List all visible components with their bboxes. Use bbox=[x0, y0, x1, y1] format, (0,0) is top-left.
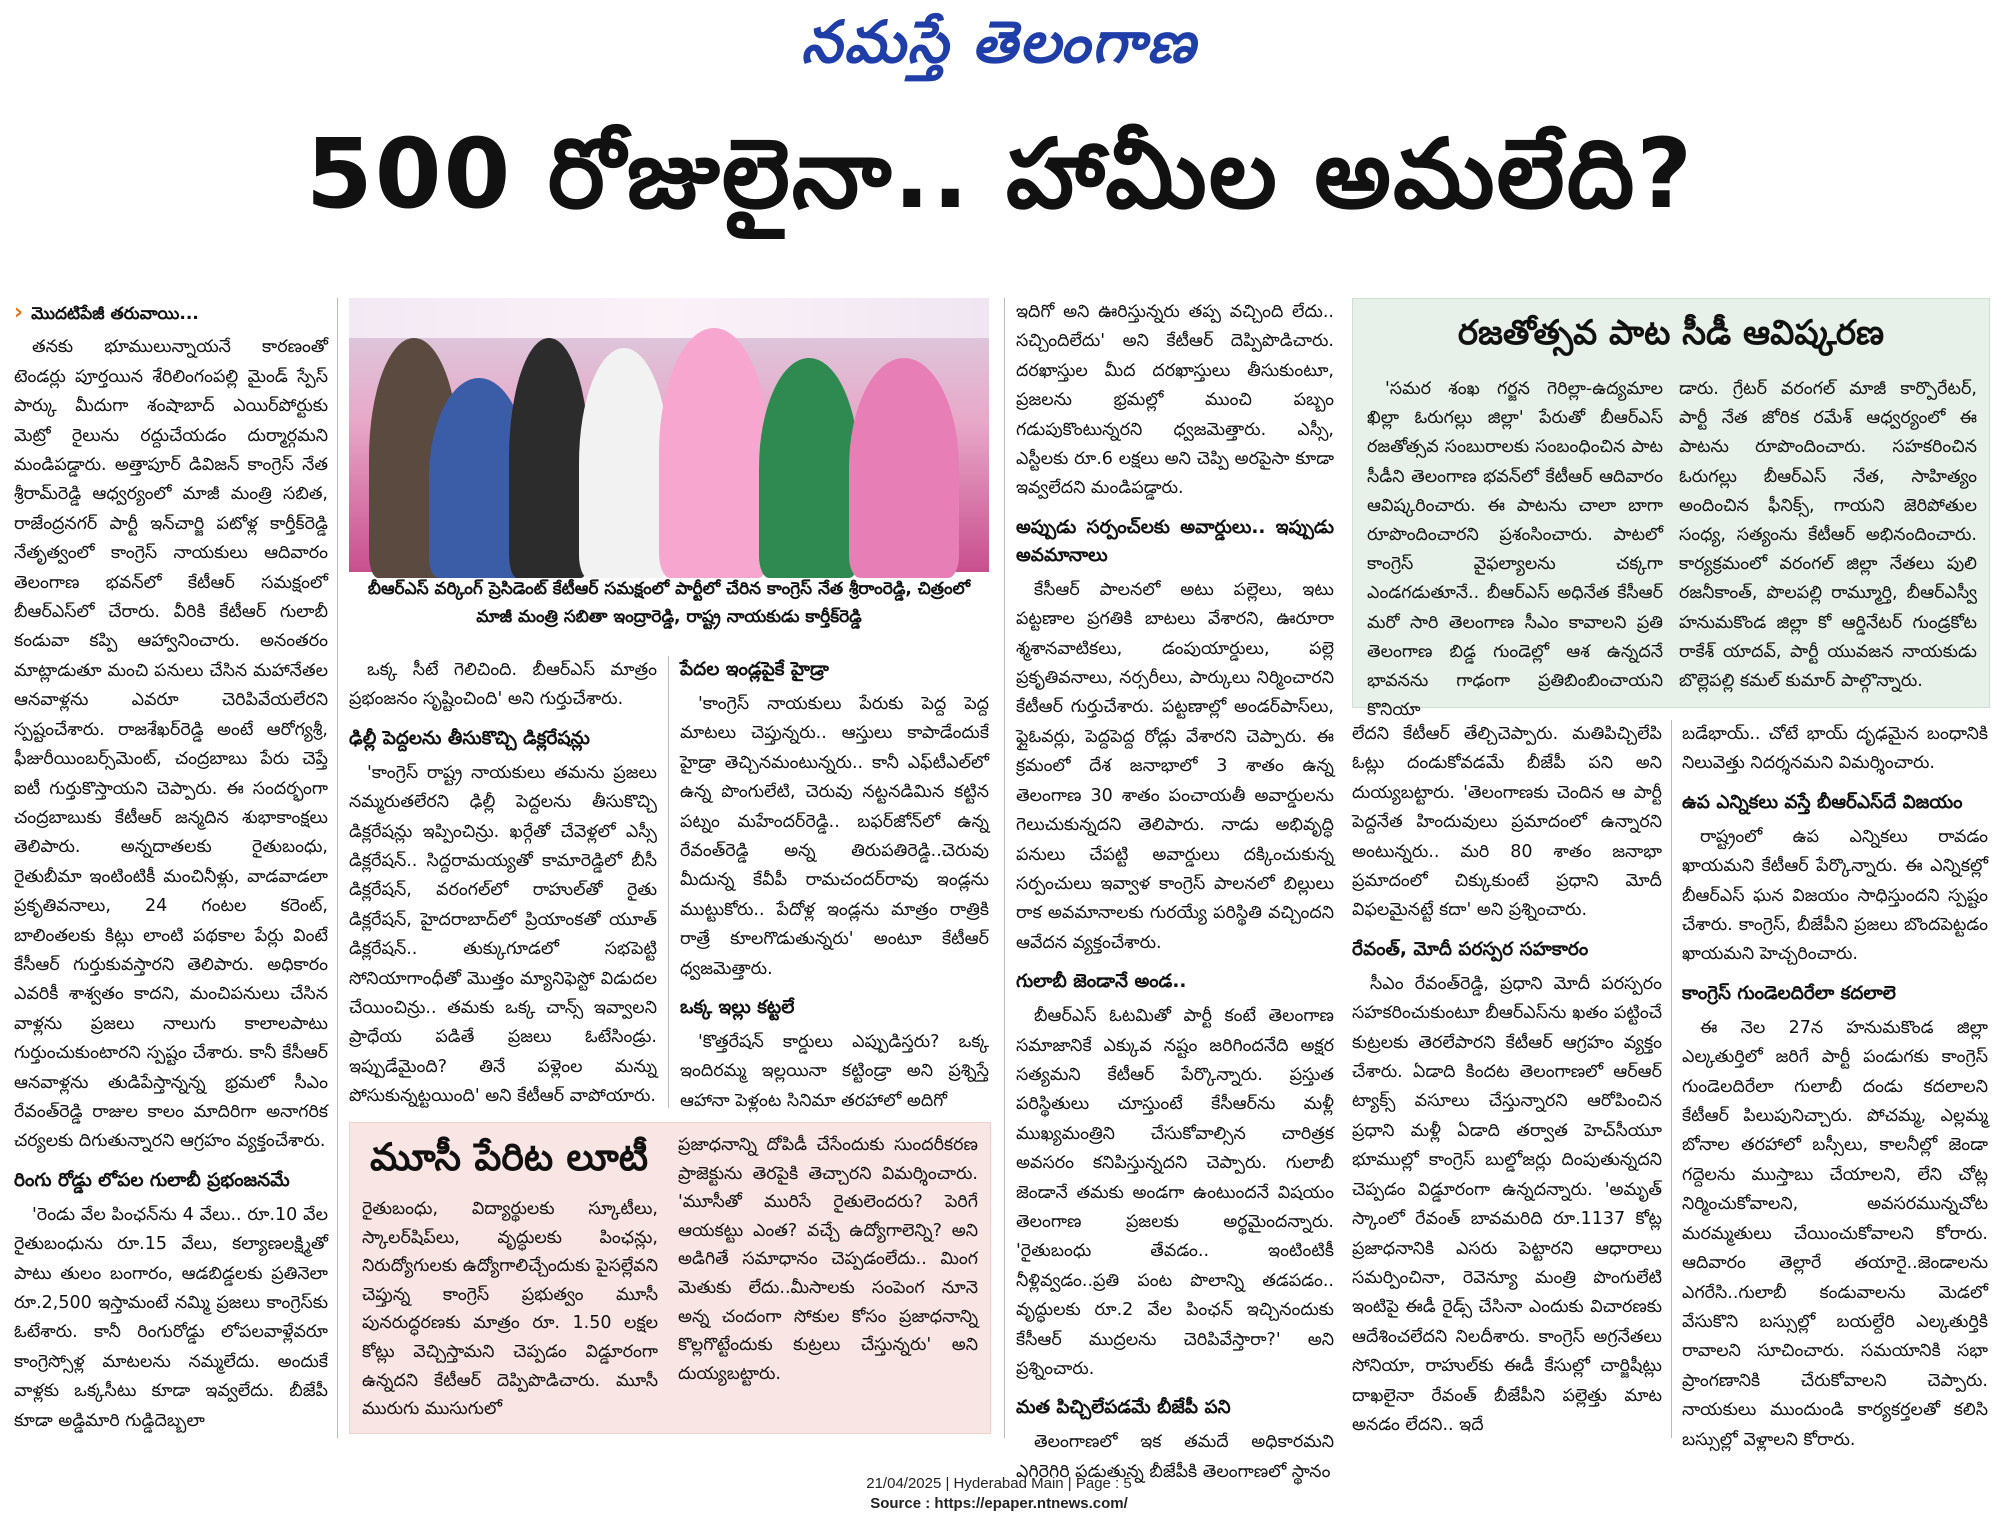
article-paragraph: కేసీఆర్ పాలనలో అటు పల్లెలు, ఇటు పట్టణాల ప్రగతికి బాటలు వేశారని, ఊరూరా శ్మశానవాటికలు, డంపుయార్డులు, పల్లె ప్రకృతివనాలు, నర్సరీలు, పార్కులు నిర్మించారని కేటీఆర్ గుర్తుచేశారు. పట్టణాల్లో అండర్‌పాస్‌లు, ఫ్లైఓవర్లు, పెద్దపెద్ద రోడ్లు వేశారని చెప్పారు. ఈ క్రమంలో దేశ జనాభాలో 3 శాతం ఉన్న తెలంగాణ 30 శాతం పంచాయతీ అవార్డులను గెలుచుకున్నదని తెలిపారు. నాడు అభివృద్ధి పనులు చేపట్టి అవార్డులు దక్కించుకున్న సర్పంచులు ఇవ్వాళ కాంగ్రెస్ పాలనలో బిల్లులు రాక అవమానాలకు గురయ్యే పరిస్థితి వచ్చిందని ఆవేదన వ్యక్తంచేశారు. bbox=[1016, 579, 1334, 953]
column-4 bbox=[1016, 298, 1334, 1482]
column-6 bbox=[1682, 720, 1988, 1450]
column-1 bbox=[14, 298, 328, 1438]
subheading-sarpanch-awards: అప్పుడు సర్పంచ్‌లకు అవార్డులు.. ఇప్పుడు అవమానాలు bbox=[1016, 516, 1334, 566]
column-3 bbox=[680, 656, 989, 1111]
article-paragraph: 'సమర శంఖ గర్జన గెరిల్లా-ఉద్యమాల ఖిల్లా ఓరుగల్లు జిల్లా' పేరుతో బీఆర్‌ఎస్ రజతోత్సవ సంబురాలకు సంబంధించిన పాట సీడీని తెలంగాణ భవన్‌లో కేటీఆర్ ఆదివారం ఆవిష్కరించారు. ఈ పాటను చాలా బాగా రూపొందించారని ప్రశంసించారు. పాటలో కాంగ్రెస్ వైఫల్యాలను చక్కగా ఎండగడుతూనే.. బీఆర్‌ఎస్ అధినేత కేసీఆర్ మరో సారి తెలంగాణ సీఎం కావాలని ప్రతి తెలంగాణ బిడ్డ గుండెల్లో ఆశ ఉన్నదనే భావనను గాఢంగా ప్రతిబింబించాయని కొనియా bbox=[1367, 379, 1663, 721]
article-paragraph: 'కాంగ్రెస్ రాష్ట్ర నాయకులు తమను ప్రజలు నమ్మరుతలేరని ఢిల్లీ పెద్దలను తీసుకొచ్చి డిక్లరేషన్లు ఇప్పించిన్రు. ఖర్గేతో చేవెళ్లలో ఎస్సీ డిక్లరేషన్.. సిద్దరామయ్యతో కామారెడ్డిలో బీసీ డిక్లరేషన్, వరంగల్‌లో రాహుల్‌తో రైతు డిక్లరేషన్, హైదరాబాద్‌లో ప్రియాంకతో యూత్ డిక్లరేషన్.. తుక్కుగూడలో సభపెట్టి సోనియాగాంధీతో మొత్తం మ్యానిఫెస్టో విడుదల చేయించిన్రు.. తమకు ఒక్క చాన్స్ ఇవ్వాలని ప్రాధేయ పడితే ప్రజలు ఓటేసిండ్రు. ఇప్పుడేమైంది? తినే పళ్లెంల మన్ను పోసుకున్నట్టయింది' అని కేటీఆర్ వాపోయారు. bbox=[349, 762, 657, 1107]
article-paragraph: తనకు భూములున్నాయనే కారణంతో టెండర్లు పూర్తయిన శేరిలింగంపల్లి మైండ్ స్పేస్ పార్కు మీదుగా శంషాబాద్ ఎయిర్‌పోర్టుకు మెట్రో రైలును రద్దుచేయడం దుర్మార్గమని మండిపడ్డారు. అత్తాపూర్ డివిజన్ కాంగ్రెస్ నేత శ్రీరామ్‌రెడ్డి ఆధ్వర్యంలో మాజీ మంత్రి సబిత, రాజేంద్రనగర్ పార్టీ ఇన్‌చార్జి పటోళ్ల కార్తీక్‌రెడ్డి నేతృత్వంలో కాంగ్రెస్ నాయకులు ఆదివారం తెలంగాణ భవన్‌లో కేటీఆర్ సమక్షంలో బీఆర్‌ఎస్‌లో చేరారు. వీరికి కేటీఆర్ గులాబీ కండువా కప్పి ఆహ్వానించారు. అనంతరం మాట్లాడుతూ మంచి పనులు చేసిన మహానేతల ఆనవాళ్లను ఎవరూ చెరిపివేయలేరని స్పష్టంచేశారు. రాజశేఖర్‌రెడ్డి అంటే ఆరోగ్యశ్రీ, ఫీజురీయింబర్స్‌మెంట్, చంద్రబాబు పేరు చెప్తే ఐటీ గుర్తుకొస్తాయని చెప్పారు. ఈ సందర్భంగా చంద్రబాబుకు కేటీఆర్ జన్మదిన శుభాకాంక్షలు తెలిపారు. అన్నదాతలకు రైతుబంధు, రైతుబీమా ఇంటింటికీ మంచినీళ్లు, వాడవాడలా ప్రకృతివనాలు, 24 గంటల కరెంట్, బాలింతలకు కిట్లు లాంటి పథకాల పేర్లు వింటే కేసీఆర్ గుర్తుకువస్తారని తెలిపారు. అధికారం ఎవరికీ శాశ్వతం కాదని, మంచిపనులు చేసిన వాళ్లను ప్రజలు నాలుగు కాలాలపాటు గుర్తుంచుకుంటారని స్పష్టం చేశారు. కానీ కేసీఆర్ ఆనవాళ్లను తుడిపేస్తాన్నన్న భ్రమలో సీఎం రేవంత్‌రెడ్డి రాజుల కాలం మాదిరిగా అనాగరిక చర్యలకు దిగుతున్నారని ఆగ్రహం వ్యక్తంచేశారు. bbox=[14, 337, 328, 1152]
column-divider bbox=[337, 298, 338, 1438]
photo-person bbox=[849, 358, 959, 578]
subheading-delhi-leaders: ఢిల్లీ పెద్దలను తీసుకొచ్చి డిక్లరేషన్లు bbox=[349, 727, 590, 749]
column-2 bbox=[349, 656, 657, 1108]
main-headline: 500 రోజులైనా.. హామీల అమలేది? bbox=[305, 118, 1695, 230]
article-paragraph: 'కొత్తరేషన్ కార్డులు ఎప్పుడిస్తరు? ఒక్క ఇందిరమ్మ ఇల్లయినా కట్టిండ్రా అని ప్రశ్నిస్తే ఆహానా పెళ్లంట సినిమా తరహాలో అదిగో bbox=[680, 1032, 989, 1111]
article-paragraph: ఒక్క సీటే గెలిచింది. బీఆర్‌ఎస్ మాత్రం ప్రభంజనం సృష్టించింది' అని గుర్తుచేశారు. bbox=[349, 660, 657, 710]
article-paragraph: డారు. గ్రేటర్ వరంగల్ మాజీ కార్పొరేటర్, పార్టీ నేత జోరిక రమేశ్ ఆధ్వర్యంలో ఈ పాటను రూపొందించారు. సహకరించిన ఓరుగల్లు బీఆర్‌ఎస్ నేత, సాహిత్యం అందించిన ఫీనిక్స్, గాయని జెరిపోతుల సంధ్య, సత్యంను కేటీఆర్ అభినందించారు. కార్యక్రమంలో వరంగల్ జిల్లా నేతలు పులి రజనీకాంత్, పొలపల్లి రామ్మూర్తి, బీఆర్‌ఎస్వీ హనుమకొండ జిల్లా కో ఆర్డినేటర్ గుండ్రకోట రాకేశ్ యాదవ్, పార్టీ యువజన నాయకుడు బొల్లెపల్లి కమల్ కుమార్ పాల్గొన్నారు. bbox=[1679, 379, 1977, 692]
subheading-ring-road: రింగు రోడ్డు లోపల గులాబీ ప్రభంజనమే bbox=[14, 1169, 290, 1191]
subheading-revanth-modi: రేవంత్, మోదీ పరస్పర సహకారం bbox=[1352, 938, 1589, 960]
article-paragraph: బీఆర్‌ఎస్ ఓటమితో పార్టీ కంటే తెలంగాణ సమాజానికే ఎక్కువ నష్టం జరిగిందనేది అక్షర సత్యమని కేటీఆర్ పేర్కొన్నారు. ప్రస్తుత పరిస్థితులు చూస్తుంటే కేసీఆర్‌ను మళ్లీ ముఖ్యమంత్రిని చేసుకోవాల్సిన చారిత్రక అవసరం కనిపిస్తున్నదని చెప్పారు. గులాబీ జెండానే తమకు అండగా ఉంటుందనే విషయం తెలంగాణ ప్రజలకు అర్థమైందన్నారు. 'రైతుబంధు తేవడం.. ఇంటింటికీ నీళ్లివ్వడం..ప్రతి పంట పొలాన్ని తడపడం.. వృద్ధులకు రూ.2 వేల పింఛన్ ఇచ్చినందుకు కేసీఆర్ ముద్రలను చెరిపివేస్తారా?' అని ప్రశ్నించారు. bbox=[1016, 1006, 1334, 1379]
article-paragraph: రైతుబంధు, విద్యార్థులకు స్కూటీలు, స్కాలర్‌షిప్‌లు, వృద్ధులకు పింఛన్లు, నిరుద్యోగులకు ఉద్యోగాలిచ్చేందుకు పైసల్లేవని చెప్తున్న కాంగ్రెస్ ప్రభుత్వం మూసీ పునరుద్ధరణకు మాత్రం రూ. 1.50 లక్షల కోట్లు వెచ్చిస్తామని చెప్పడం విడ్డూరంగా ఉన్నదని కేటీఆర్ దెప్పిపొడిచారు. మూసీ మురుగు ముసుగులో bbox=[362, 1199, 658, 1420]
rajatotsava-left-column bbox=[1367, 375, 1663, 721]
column-divider bbox=[1671, 720, 1672, 1438]
subheading-pink-flag: గులాబీ జెండానే అండ.. bbox=[1016, 971, 1187, 993]
subheading-one-house: ఒక్క ఇల్లు కట్టలే bbox=[680, 997, 795, 1019]
photo-person bbox=[509, 338, 589, 578]
continued-from-front-page bbox=[14, 298, 328, 329]
page-footer bbox=[0, 1474, 1998, 1514]
article-paragraph: సీఎం రేవంత్‌రెడ్డి, ప్రధాని మోదీ పరస్పరం సహకరించుకుంటూ బీఆర్‌ఎస్‌ను ఖతం పట్టించే కుట్రలకు తెరలేపారని కేటీఆర్ ఆగ్రహం వ్యక్తం చేశారు. ఏడాది కిందట తెలంగాణలో ఆర్‌ఆర్ ట్యాక్స్ వసూలు చేస్తున్నారని ఆరోపించిన ప్రధాని మళ్లీ ఏడాది తర్వాత హెచ్‌సీయూ భూముల్లో కాంగ్రెస్ బుల్డోజర్లు దింపుతున్నదని చెప్పడం విడ్డూరంగా ఉన్నదన్నారు. 'అమృత్ స్కాంలో రేవంత్ బావమరిది రూ.1137 కోట్ల ప్రజాధనానికి ఎసరు పెట్టారని ఆధారాలు సమర్పించినా, రెవెన్యూ మంత్రి పొంగులేటి ఇంటిపై ఈడీ రైడ్స్ చేసినా ఎందుకు విచారణకు ఆదేశించలేదని నిలదీశారు. కాంగ్రెస్ అగ్రనేతలు సోనియా, రాహుల్‌కు ఈడీ కేసుల్లో చార్జిషీట్లు దాఖలైనా రేవంత్ బీజేపీని పల్లెత్తు మాట అనడం లేదని.. ఇదే bbox=[1352, 973, 1662, 1435]
chevron-right-icon: › bbox=[14, 300, 24, 325]
article-paragraph: 'కాంగ్రెస్ నాయకులు పేరుకు పెద్ద పెద్ద మాటలు చెప్తున్నరు.. ఆస్తులు కాపాడేందుకే హైడ్రా తెచ్చినమంటున్నరు.. కానీ ఎఫ్‌టీఎల్‌లో ఉన్న పొంగులేటి, చెరువు నట్టనడిమిన కట్టిన పట్నం మహేందర్‌రెడ్డి.. బఫర్‌జోన్‌లో ఉన్న రేవంత్‌రెడ్డి అన్న తిరుపతిరెడ్డి..చెరువు మీదున్న కేవీపీ రామచందర్‌రావు ఇండ్లను ముట్టుకోరు.. పేదోళ్ల ఇండ్లను మాత్రం రాత్రికి రాత్రే కూలగొడుతున్నరు' అంటూ కేటీఆర్ ధ్వజమెత్తారు. bbox=[680, 694, 989, 979]
subheading-hydraa: పేదల ఇండ్లపైకే హైడ్రా bbox=[680, 659, 829, 680]
footer-source: Source : https://epaper.ntnews.com/ bbox=[870, 1495, 1128, 1512]
article-paragraph: లేదని కేటీఆర్ తేల్చిచెప్పారు. మతిపిచ్చిలేపి ఓట్లు దండుకోవడమే బీజేపీ పని అని దుయ్యబట్టారు. 'తెలంగాణకు చెందిన ఆ పార్టీ పెద్దనేత హిందువులు ప్రమాదంలో ఉన్నారని అంటున్నరు.. మరి 80 శాతం జనాభా ప్రమాదంలో చిక్కుకుంటే ప్రధాని మోదీ విఫలమైనట్టే కదా' అని ప్రశ్నించారు. bbox=[1352, 724, 1662, 921]
footer-date-edition: 21/04/2025 | Hyderabad Main | Page : 5 bbox=[866, 1475, 1132, 1492]
article-paragraph: ప్రజాధనాన్ని దోపిడీ చేసేందుకు సుందరీకరణ ప్రాజెక్టును తెరపైకి తెచ్చారని విమర్శించారు. 'మూసీతో మురిసే రైతులెందరు? పెరిగే ఆయకట్టు ఎంత? వచ్చే ఉద్యోగాలెన్ని? అని అడిగితే సమాధానం చెప్పడంలేదు.. మింగ మెతుకు లేదు..మీసాలకు సంపెంగ నూనె అన్న చందంగా సోకుల కోసం ప్రజాధనాన్ని కొల్లగొట్టేందుకు కుట్రలు చేస్తున్నరు' అని దుయ్యబట్టారు. bbox=[678, 1135, 978, 1384]
article-paragraph: ఇదిగో అని ఊరిస్తున్నరు తప్ప వచ్చింది లేదు.. సచ్చిందిలేదు' అని కేటీఆర్ దెప్పిపొడిచారు. దరఖాస్తుల మీద దరఖాస్తులు తీసుకుంటూ, ప్రజలను భ్రమల్లో ముంచి పబ్బం గడుపుకొంటున్నరని ధ్వజమెత్తారు. ఎస్సీ, ఎస్టీలకు రూ.6 లక్షలు అని చెప్పి అరపైసా కూడా ఇవ్వలేదని మండిపడ్డారు. bbox=[1016, 302, 1334, 499]
masthead-logo: నమస్తే తెలంగాణ bbox=[801, 8, 1197, 76]
musi-left-column bbox=[362, 1195, 658, 1427]
photo-banner bbox=[349, 298, 989, 338]
article-paragraph: రాష్ట్రంలో ఉప ఎన్నికలు రావడం ఖాయమని కేటీఆర్ పేర్కొన్నారు. ఈ ఎన్నికల్లో బీఆర్‌ఎస్ ఘన విజయం సాధిస్తుందని స్పష్టం చేశారు. కాంగ్రెస్, బీజేపీని ప్రజలు బొందపెట్టడం ఖాయమని హెచ్చరించారు. bbox=[1682, 826, 1988, 965]
article-paragraph: తెలంగాణలో ఇక తమదే అధికారమని ఎగిరెగిరి పడుతున్న బీజేపీకి తెలంగాణలో స్థానం bbox=[1016, 1432, 1334, 1482]
photo-person bbox=[759, 358, 859, 578]
musi-box-title: మూసీ పేరిట లూటీ bbox=[370, 1135, 649, 1179]
photo-person bbox=[659, 328, 769, 578]
news-photo bbox=[349, 298, 989, 572]
subheading-bjp: మత పిచ్చిలేపడమే బీజేపీ పని bbox=[1016, 1397, 1231, 1419]
rajatotsava-right-column bbox=[1679, 375, 1977, 701]
continued-label: మొదటిపేజీ తరువాయి... bbox=[31, 304, 199, 324]
musi-right-column bbox=[678, 1131, 978, 1427]
musi-sidebar-box bbox=[349, 1122, 991, 1434]
photo-person bbox=[579, 348, 669, 578]
column-5 bbox=[1352, 720, 1662, 1438]
subheading-by-elections: ఉప ఎన్నికలు వస్తే బీఆర్‌ఎస్‌దే విజయం bbox=[1682, 791, 1963, 813]
article-paragraph: 'రెండు వేల పింఛన్‌ను 4 వేలు.. రూ.10 వేల రైతుబంధును రూ.15 వేలు, కల్యాణలక్ష్మితో పాటు తులం బంగారం, ఆడబిడ్డలకు ప్రతినెలా రూ.2,500 ఇస్తామంటే నమ్మి ప్రజలు కాంగ్రెస్‌కు ఓటేశారు. కానీ రింగురోడ్డు లోపలవాళ్లేవరూ కాంగ్రెస్సోళ్ల మాటలను నమ్మలేదు. అందుకే వాళ్లకు ఒక్కసీటు కూడా ఇవ్వలేదు. బీజేపీ కూడా అడ్డిమారి గుడ్డిదెబ్బలా bbox=[14, 1204, 328, 1431]
subheading-congress-hearts: కాంగ్రెస్ గుండెలదిరేలా కదలాలె bbox=[1682, 982, 1896, 1004]
rajatotsava-box-title: రజతోత్సవ పాట సీడీ ఆవిష్కరణ bbox=[1457, 313, 1885, 353]
photo-caption: బీఆర్‌ఎస్ వర్కింగ్ ప్రెసిడెంట్ కేటీఆర్ సమక్షంలో పార్టీలో చేరిన కాంగ్రెస్ నేత శ్రీరాంరెడ్డి, చిత్రంలో మాజీ మంత్రి సబితా ఇంద్రారెడ్డి, రాష్ట్ర నాయకుడు కార్తీక్‌రెడ్డి bbox=[367, 579, 971, 627]
rajatotsava-sidebar-box bbox=[1352, 298, 1990, 721]
article-paragraph: ఈ నెల 27న హనుమకొండ జిల్లా ఎల్కతుర్తిలో జరిగే పార్టీ పండుగకు కాంగ్రెస్ గుండెలదిరేలా గులాబీ దండు కదలాలని కేటీఆర్ పిలుపునిచ్చారు. పోచమ్మ, ఎల్లమ్మ బోనాల తరహాలో బస్సీలు, కాలనీల్లో జెండా గద్దెలను ముస్తాబు చేయాలని, లేని చోట్ల నిర్మించుకోవాలని, అవసరమున్నచోట మరమ్మతులు చేయించుకోవాలని కోరారు. ఆదివారం తెల్లారే తయారై..జెండాలను ఎగరేసి..గులాబీ కండువాలను మెడలో వేసుకొని బస్సుల్లో బయల్దేరి ఎల్కతుర్తికి రావాలని సూచించారు. సమయానికి సభా ప్రాంగణానికి చేరుకోవాలని చెప్పారు. నాయకులు ముందుండి కార్యకర్తలతో కలిసి బస్సుల్లో వెళ్లాలని కోరారు. bbox=[1682, 1017, 1988, 1450]
column-divider bbox=[1004, 298, 1005, 1438]
article-paragraph: బడేభాయ్.. చోటే భాయ్ దృఢమైన బంధానికి నిలువెత్తు నిదర్శనమని విమర్శించారు. bbox=[1682, 724, 1988, 774]
column-divider bbox=[668, 656, 669, 1108]
